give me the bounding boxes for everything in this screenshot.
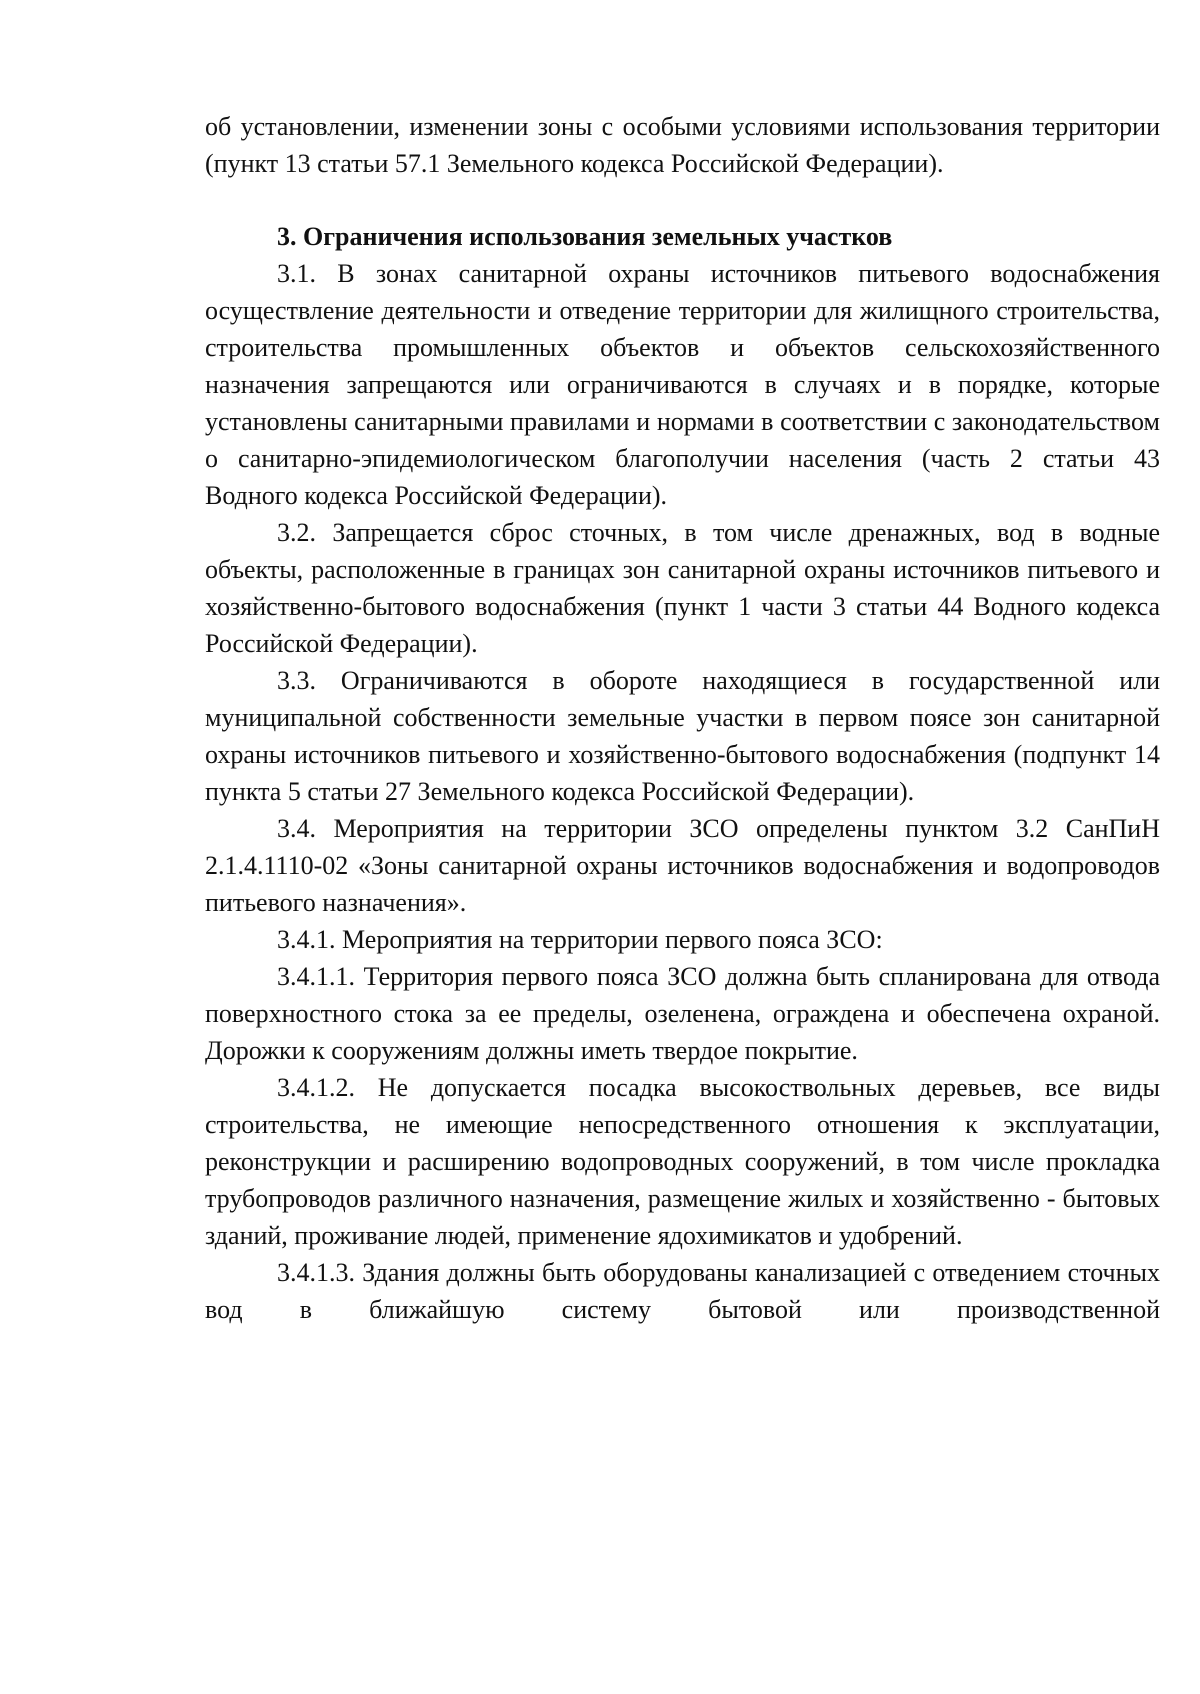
paragraph-3-4-1: 3.4.1. Мероприятия на территории первого пояса ЗСО: — [277, 925, 883, 954]
paragraph-3-2: 3.2. Запрещается сброс сточных, в том числе дренажных, вод в водные объекты, расположенные в границах зон санитарной охраны источников питьевого и хозяйственно-бытового водоснабжения (пункт 1 части 3 статьи 44 Водного кодекса Российской Федерации). — [205, 518, 1160, 658]
paragraph-3-4-1-2: 3.4.1.2. Не допускается посадка высокоствольных деревьев, все виды строительства, не имеющие непосредственного отношения к эксплуатации, реконструкции и расширению водопроводных сооружений, в том числе прокладка трубопроводов различного назначения, размещение жилых и хозяйственно - бытовых зданий, проживание людей, применение ядохимикатов и удобрений. — [205, 1073, 1160, 1250]
paragraph-3-4-1-3: 3.4.1.3. Здания должны быть оборудованы канализацией с отведением сточных вод в ближайшую систему бытовой или производственной — [205, 1258, 1160, 1324]
paragraph-3-1: 3.1. В зонах санитарной охраны источников питьевого водоснабжения осуществление деятельности и отведение территории для жилищного строительства, строительства промышленных объектов и объектов сельскохозяйственного назначения запрещаются или ограничиваются в случаях и в порядке, которые установлены санитарными правилами и нормами в соответствии с законодательством о санитарно-эпидемиологическом благополучии населения (часть 2 статьи 43 Водного кодекса Российской Федерации). — [205, 259, 1160, 510]
intro-paragraph: об установлении, изменении зоны с особыми условиями использования территории (пункт 13 статьи 57.1 Земельного кодекса Российской Федерации). — [205, 112, 1160, 178]
section-heading: 3. Ограничения использования земельных участков — [277, 222, 893, 251]
document-body — [205, 108, 1160, 1328]
paragraph-3-4-1-1: 3.4.1.1. Территория первого пояса ЗСО должна быть спланирована для отвода поверхностного стока за ее пределы, озеленена, ограждена и обеспечена охраной. Дорожки к сооружениям должны иметь твердое покрытие. — [205, 962, 1160, 1065]
paragraph-3-4: 3.4. Мероприятия на территории ЗСО определены пунктом 3.2 СанПиН 2.1.4.1110-02 «Зоны санитарной охраны источников водоснабжения и водопроводов питьевого назначения». — [205, 814, 1160, 917]
paragraph-3-3: 3.3. Ограничиваются в обороте находящиеся в государственной или муниципальной собственности земельные участки в первом поясе зон санитарной охраны источников питьевого и хозяйственно-бытового водоснабжения (подпункт 14 пункта 5 статьи 27 Земельного кодекса Российской Федерации). — [205, 666, 1160, 806]
